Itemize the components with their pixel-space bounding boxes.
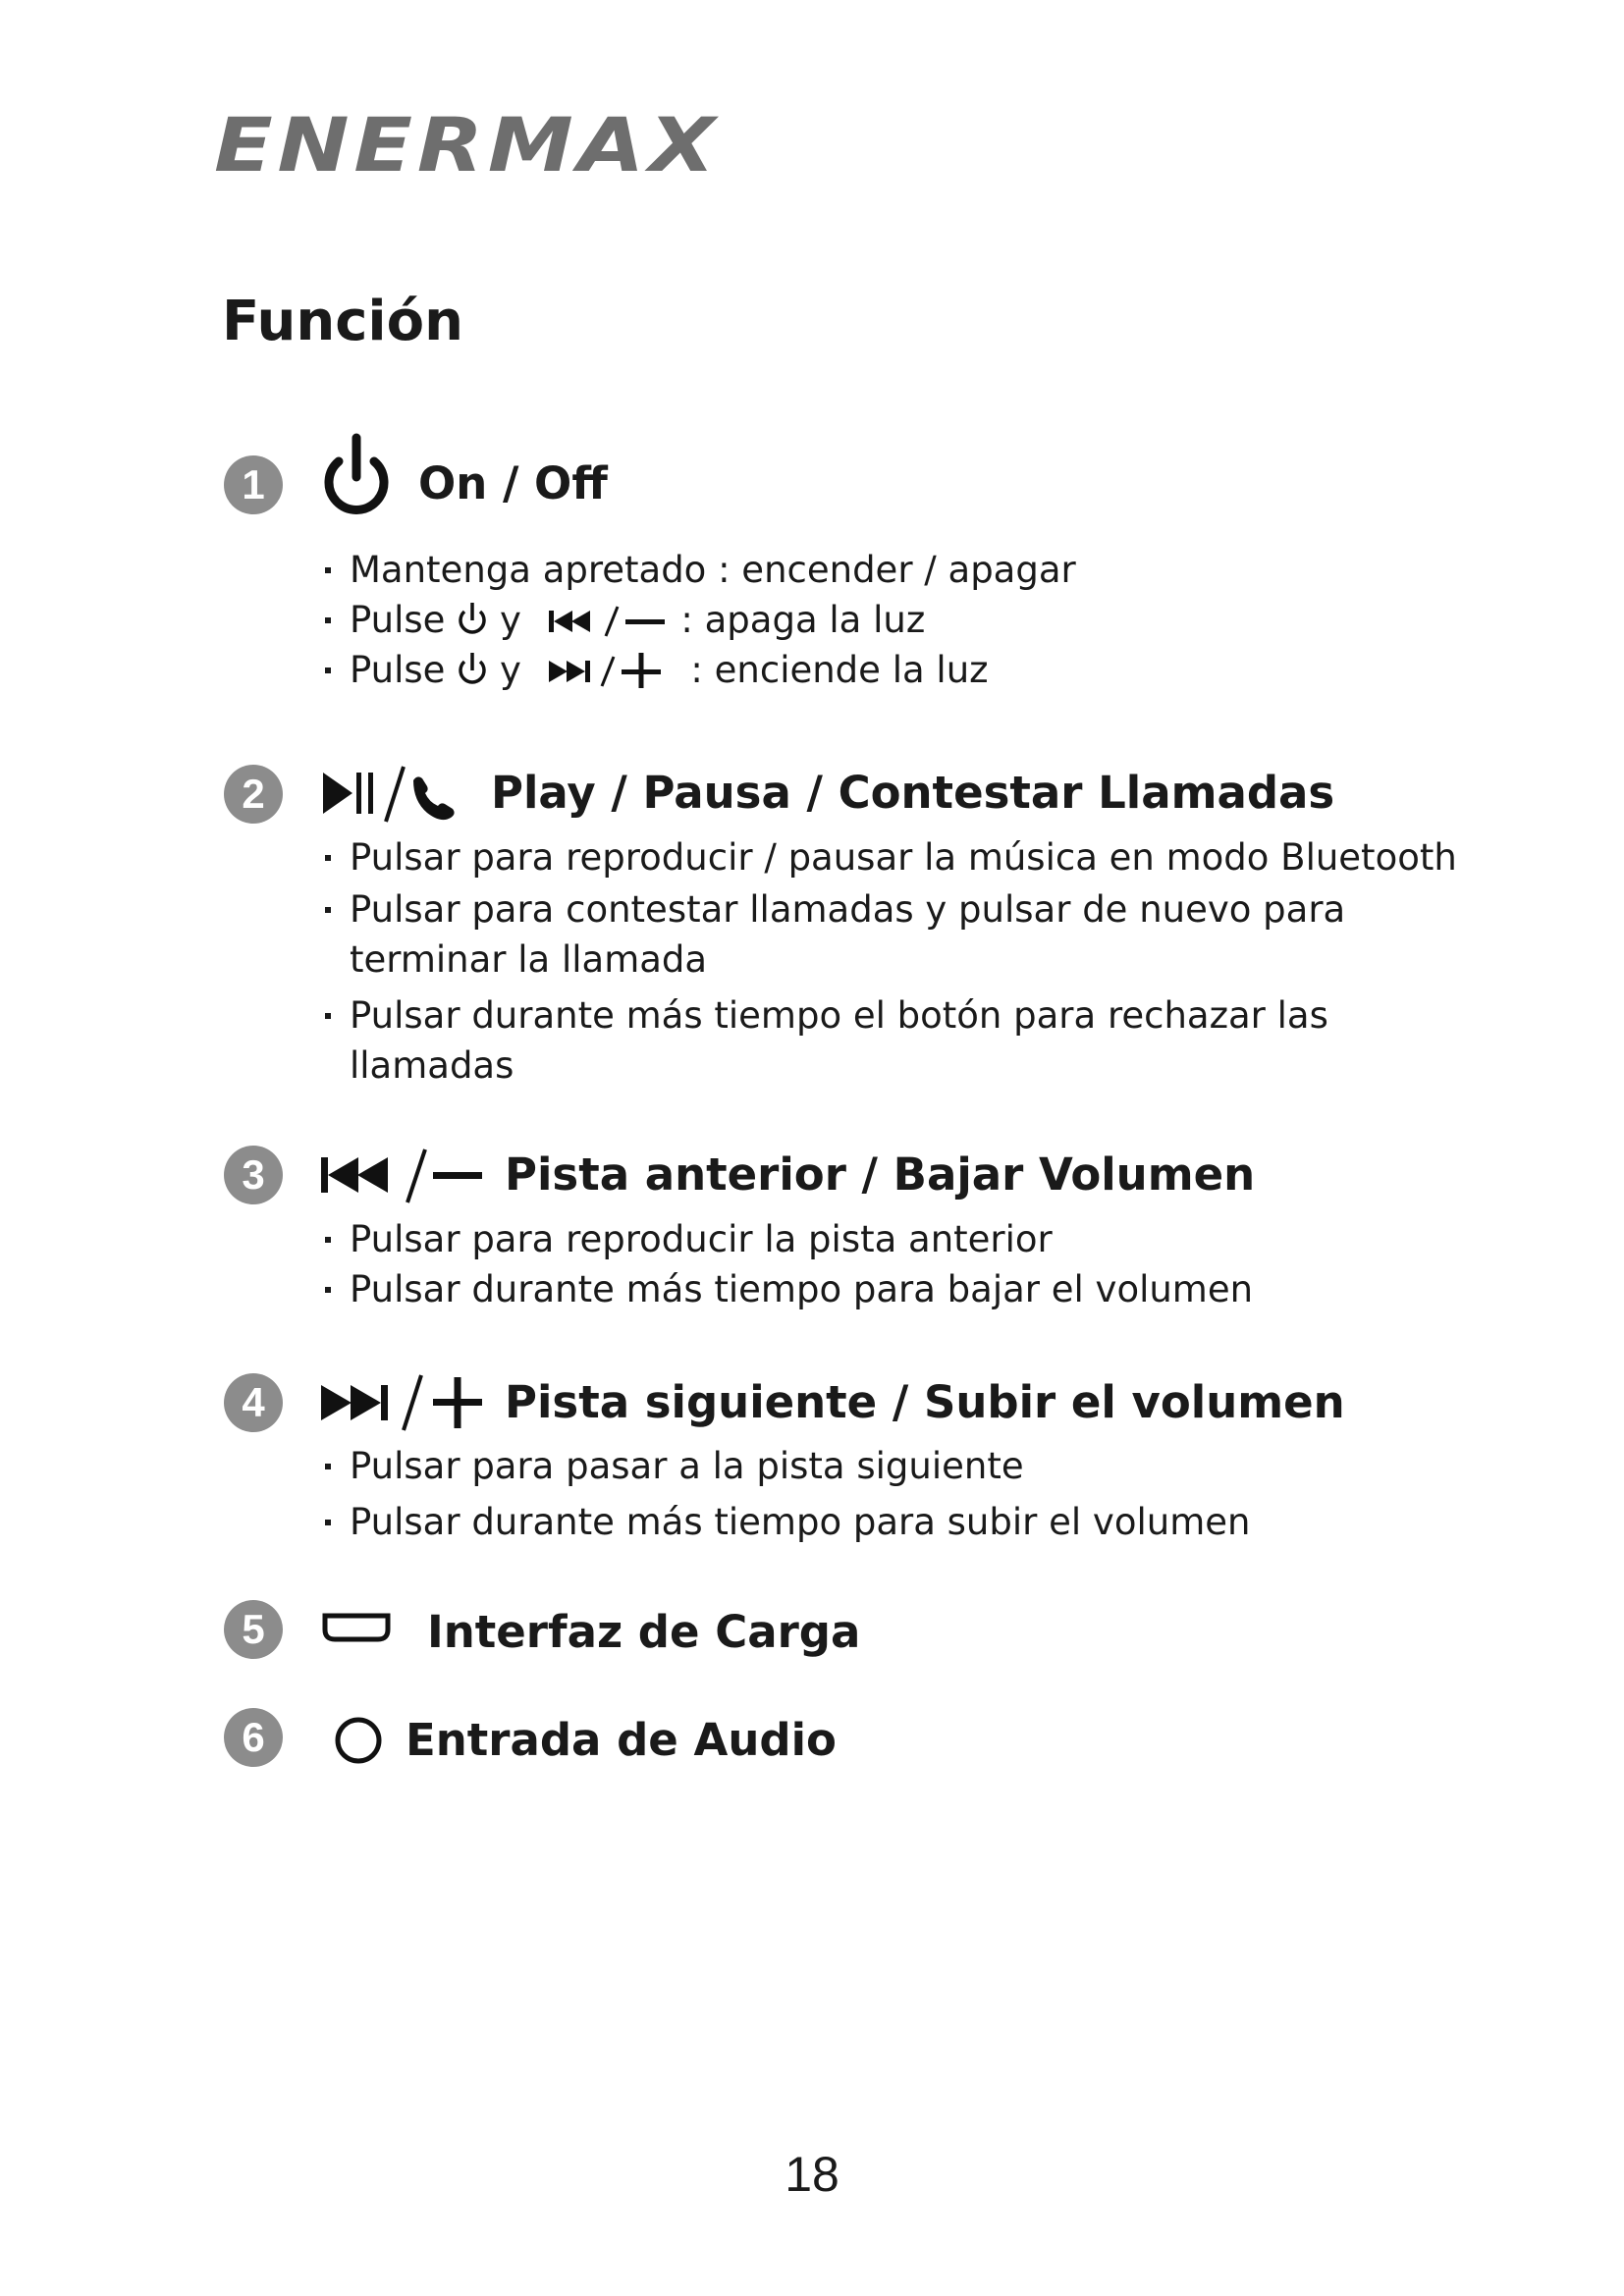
- enermax-logo: [214, 106, 725, 185]
- power-icon: [457, 599, 488, 638]
- previous-minus-icon: [319, 1144, 486, 1206]
- section-heading: On / Off: [418, 457, 608, 509]
- bullet-item: Mantenga apretado : encender / apagar: [320, 545, 1479, 595]
- bullet-item: Pulsar durante más tiempo el botón para rechazar las llamadas: [320, 990, 1479, 1091]
- section-number: 1: [224, 455, 283, 514]
- bullet-item: [320, 595, 1479, 645]
- section-heading: Play / Pausa / Contestar Llamadas: [491, 767, 1335, 819]
- power-icon: [457, 649, 488, 688]
- bullet-item: [320, 645, 1479, 695]
- next-plus-icon: [319, 1369, 486, 1434]
- bullet-item: Pulsar para reproducir la pista anterior: [320, 1214, 1479, 1264]
- bullet-item: Pulsar para pasar a la pista siguiente: [320, 1441, 1479, 1491]
- bullet-text: Pulse: [350, 649, 446, 691]
- play-pause-phone-icon: [319, 761, 466, 826]
- bullet-text: y: [499, 649, 521, 691]
- section-number: 5: [224, 1600, 283, 1659]
- section-number: 6: [224, 1708, 283, 1767]
- section-number: 4: [224, 1373, 283, 1432]
- bullet-item: Pulsar durante más tiempo para bajar el volumen: [320, 1264, 1479, 1314]
- section-heading: Interfaz de Carga: [427, 1606, 861, 1658]
- page-number: 18: [785, 2147, 839, 2202]
- previous-minus-icon: [547, 603, 670, 638]
- page-title: Función: [222, 290, 463, 353]
- bullet-text: y: [499, 599, 521, 641]
- bullet-text: Pulse: [350, 599, 446, 641]
- audio-jack-icon: [332, 1714, 385, 1767]
- bullet-text: : enciende la luz: [690, 649, 989, 691]
- bullet-item: Pulsar durante más tiempo para subir el volumen: [320, 1497, 1479, 1547]
- section-heading: Entrada de Audio: [406, 1714, 837, 1766]
- section-number: 2: [224, 765, 283, 824]
- bullet-text: : apaga la luz: [680, 599, 926, 641]
- svg-text:ENERMAX: ENERMAX: [214, 106, 720, 185]
- next-plus-icon: [547, 653, 679, 688]
- charging-port-icon: [319, 1612, 394, 1645]
- section-heading: Pista anterior / Bajar Volumen: [505, 1148, 1256, 1201]
- section-number: 3: [224, 1146, 283, 1204]
- bullet-item: Pulsar para contestar llamadas y pulsar de nuevo para terminar la llamada: [320, 884, 1479, 985]
- power-icon: [319, 432, 394, 520]
- bullet-item: Pulsar para reproducir / pausar la música en modo Bluetooth: [320, 832, 1479, 882]
- section-heading: Pista siguiente / Subir el volumen: [505, 1376, 1345, 1428]
